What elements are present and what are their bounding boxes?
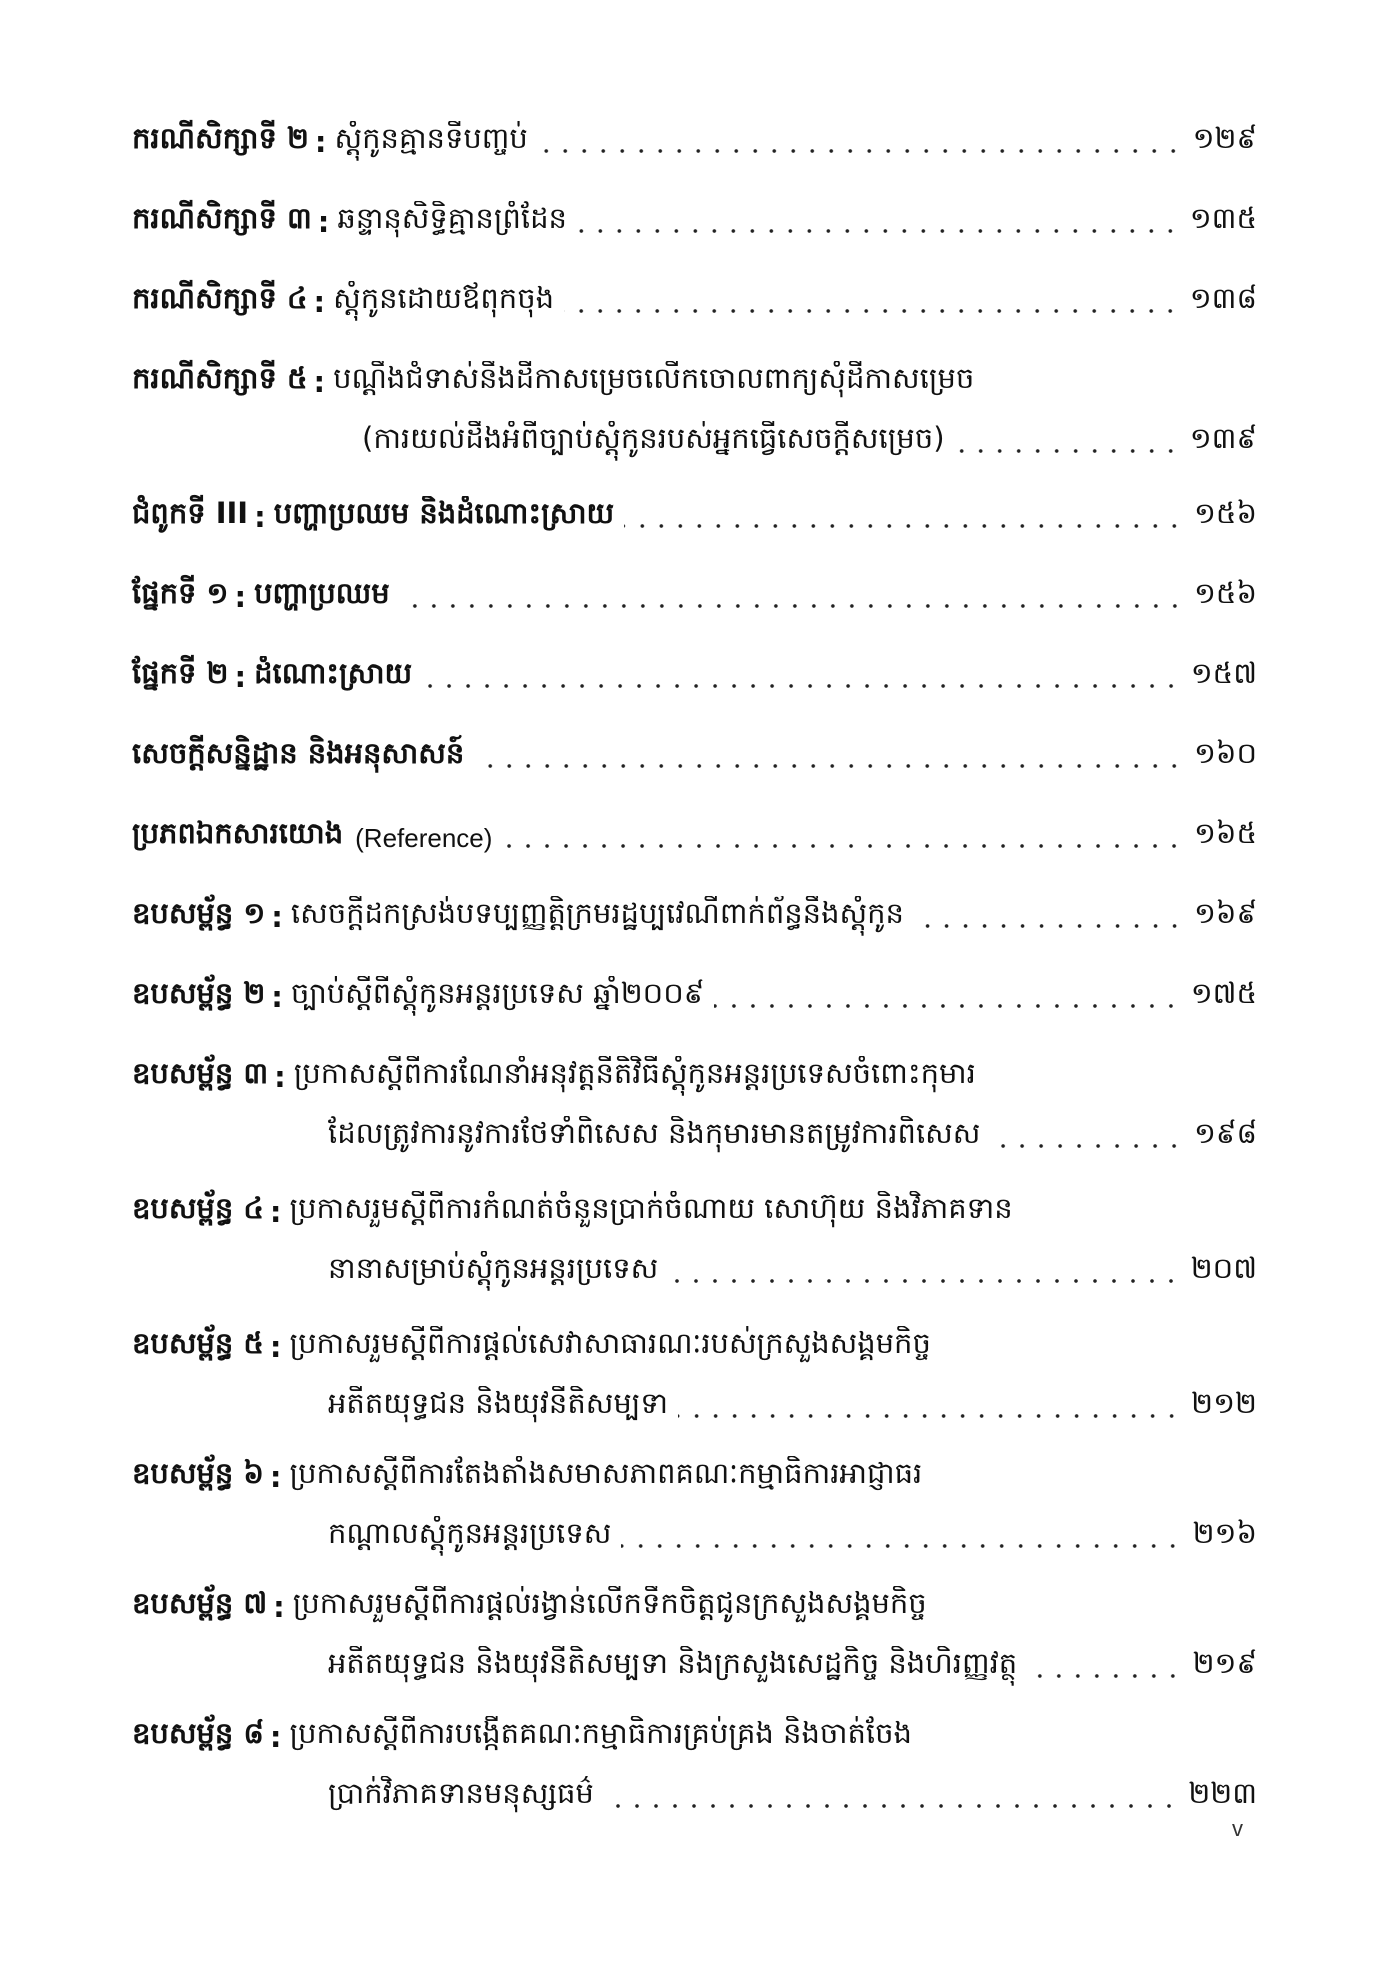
toc-separator: : [313, 285, 326, 319]
toc-title: ឆន្ទានុសិទ្ធិគ្មានព្រំដែន [337, 201, 567, 235]
toc-entry-appendix-5[interactable] [132, 1317, 1257, 1437]
toc-page-number: ១៣៨ [1189, 281, 1257, 315]
toc-label: ឧបសម្ព័ន្ធ ៥ [132, 1326, 264, 1360]
toc-label: ឧបសម្ព័ន្ធ ១ [132, 896, 266, 930]
toc-title-continued: នានាសម្រាប់ស្ដុំកូនអន្តរប្រទេស [328, 1251, 659, 1285]
toc-title: ប្រកាសស្ដីពីការតែងតាំងសមាសភាពគណៈកម្មាធិការអាជ្ញាធរ [289, 1456, 923, 1490]
toc-entry-appendix-7[interactable] [132, 1577, 1257, 1697]
toc-title: ប្រកាសស្ដីពីការបង្កើតគណៈកម្មាធិការគ្រប់គ្រង និងចាត់ចែង [289, 1716, 912, 1750]
toc-separator: : [269, 1195, 282, 1229]
toc-page-number: ១៥៦ [1193, 496, 1257, 530]
toc-label: សេចក្ដីសន្និដ្ឋាន និងអនុសាសន៍ [132, 736, 465, 770]
toc-separator: : [269, 1330, 282, 1364]
toc-title-continued: (ការយល់ដឹងអំពីច្បាប់ស្ដុំកូនរបស់អ្នកធ្វើសេចក្ដីសម្រេច) [362, 421, 945, 455]
dot-leader [564, 309, 1180, 313]
toc-title: បញ្ហាប្រឈម និងដំណោះស្រាយ [273, 496, 615, 530]
dot-leader [678, 1414, 1181, 1418]
toc-label: ករណីសិក្សាទី ៤ [132, 281, 308, 315]
toc-page-number: ១៦៩ [1193, 896, 1257, 930]
toc-label: ប្រភពឯកសារយោង [132, 816, 344, 850]
page-folio: v [1232, 1816, 1243, 1841]
toc-separator: : [271, 980, 283, 1014]
toc-separator: : [269, 1460, 282, 1494]
toc-entry-appendix-3[interactable] [132, 1047, 1257, 1167]
toc-title: ច្បាប់ស្ដីពីស្ដុំកូនអន្តរប្រទេស ឆ្នាំ២០០៩ [290, 976, 705, 1010]
toc-title: សេចក្ដីដកស្រង់បទប្បញ្ញត្តិក្រមរដ្ឋប្បវេណីពាក់ព័ន្ធនឹងស្ដុំកូន [290, 896, 904, 930]
toc-separator: : [271, 900, 283, 934]
toc-separator: : [313, 365, 326, 399]
toc-separator: : [234, 580, 247, 614]
toc-separator: : [273, 1590, 285, 1624]
toc-label: ឧបសម្ព័ន្ធ ៤ [132, 1191, 264, 1225]
toc-title: ស្ដុំកូនដោយឪពុកចុង [333, 281, 555, 315]
toc-label: ករណីសិក្សាទី ៥ [132, 361, 308, 395]
toc-label: ឧបសម្ព័ន្ធ ៦ [132, 1456, 264, 1490]
toc-entry-references[interactable] [132, 807, 1257, 867]
toc-title: ប្រកាសរួមស្ដីពីការផ្ដល់រង្វាន់លើកទឹកចិត្តជូនក្រសួងសង្គមកិច្ច [292, 1586, 927, 1620]
toc-separator: : [269, 1720, 282, 1754]
toc-page-number: ២១៩ [1192, 1646, 1257, 1680]
toc-label: ផ្នែកទី ២ [132, 656, 229, 690]
toc-page-number: ១៣៥ [1189, 201, 1257, 235]
toc-page-number: ១៩៨ [1193, 1116, 1257, 1150]
toc-page-number: ១៦០ [1193, 736, 1257, 770]
toc-page-number: ២១៦ [1192, 1516, 1257, 1550]
toc-label: ឧបសម្ព័ន្ធ ៣ [132, 1056, 269, 1090]
toc-title: ដំណោះស្រាយ [254, 656, 413, 690]
dot-leader [422, 684, 1181, 688]
toc-entry-part-2[interactable] [132, 647, 1257, 707]
toc-entry-appendix-4[interactable] [132, 1182, 1257, 1302]
toc-entry-case-study-5[interactable] [132, 352, 1257, 472]
toc-page-number: ២០៧ [1190, 1251, 1257, 1285]
dot-leader [400, 604, 1184, 608]
dot-leader [538, 149, 1183, 153]
toc-label: ផ្នែកទី ១ [132, 576, 229, 610]
toc-title-continued: អតីតយុទ្ធជន និងយុវនីតិសម្បទា និងក្រសួងសេដ្ឋកិច្ច និងហិរញ្ញវត្ថុ [328, 1646, 1018, 1680]
toc-page-number: ១៦៥ [1193, 816, 1257, 850]
toc-title: (Reference) [355, 823, 493, 853]
toc-title-continued: កណ្ដាលស្ដុំកូនអន្តរប្រទេស [328, 1516, 612, 1550]
toc-title-continued: អតីតយុទ្ធជន និងយុវនីតិសម្បទា [328, 1386, 668, 1420]
dot-leader [990, 1144, 1184, 1148]
toc-entry-chapter-3[interactable] [132, 487, 1257, 547]
toc-entry-case-study-2[interactable] [132, 112, 1257, 172]
dot-leader [621, 1544, 1182, 1548]
toc-entry-appendix-6[interactable] [132, 1447, 1257, 1567]
dot-leader [1027, 1674, 1182, 1678]
toc-entry-conclusion[interactable] [132, 727, 1257, 787]
dot-leader [955, 449, 1180, 453]
toc-page-number: ២១២ [1191, 1386, 1257, 1420]
dot-leader [577, 229, 1180, 233]
toc-label: ឧបសម្ព័ន្ធ ៧ [132, 1586, 268, 1620]
toc-title: ប្រកាសរួមស្ដីពីការផ្ដល់សេវាសាធារណៈរបស់ក្រសួងសង្គមកិច្ច [289, 1326, 931, 1360]
toc-entry-part-1[interactable] [132, 567, 1257, 627]
toc-entry-appendix-2[interactable] [132, 967, 1257, 1027]
dot-leader [624, 524, 1184, 528]
toc-entry-case-study-4[interactable] [132, 272, 1257, 332]
toc-page-number: ១៥៦ [1193, 576, 1257, 610]
toc-entry-appendix-8[interactable] [132, 1707, 1257, 1827]
dot-leader [668, 1279, 1181, 1283]
dot-leader [914, 924, 1184, 928]
toc-title: បញ្ហាប្រឈម [254, 576, 390, 610]
toc-page-number: ២២៣ [1188, 1776, 1257, 1810]
dot-leader [474, 764, 1184, 768]
toc-page-number: ១៥៧ [1190, 656, 1257, 690]
toc-title: ស្ដុំកូនគ្មានទីបញ្ចប់ [334, 121, 528, 155]
toc-separator: : [317, 205, 330, 239]
toc-separator: : [254, 500, 266, 534]
dot-leader [714, 1004, 1180, 1008]
toc-label: ឧបសម្ព័ន្ធ ៨ [132, 1716, 264, 1750]
toc-label: ជំពូកទី III [132, 496, 249, 530]
toc-title-continued: ប្រាក់វិភាគទានមនុស្សធម៌ [328, 1776, 594, 1810]
toc-page-number: ១៧៥ [1190, 976, 1257, 1010]
toc-entry-appendix-1[interactable] [132, 887, 1257, 947]
toc-label: ឧបសម្ព័ន្ធ ២ [132, 976, 266, 1010]
toc-separator: : [274, 1060, 286, 1094]
toc-separator: : [314, 125, 327, 159]
toc-page-number: ១២៩ [1192, 121, 1257, 155]
dot-leader [604, 1804, 1179, 1808]
toc-title-continued: ដែលត្រូវការនូវការថែទាំពិសេស និងកុមារមានតម្រូវការពិសេស [328, 1116, 981, 1150]
toc-separator: : [234, 660, 247, 694]
toc-title: ប្រកាសរួមស្ដីពីការកំណត់ចំនួនប្រាក់ចំណាយ សោហ៊ុយ និងវិភាគទាន [289, 1191, 1013, 1225]
toc-title: ប្រកាសស្ដីពីការណែនាំអនុវត្តនីតិវិធីស្ដុំកូនអន្តរប្រទេសចំពោះកុមារ [293, 1056, 976, 1090]
toc-entry-case-study-3[interactable] [132, 192, 1257, 252]
toc-label: ករណីសិក្សាទី ៣ [132, 201, 312, 235]
toc-page-number: ១៣៩ [1189, 421, 1257, 455]
dot-leader [502, 844, 1184, 848]
toc-label: ករណីសិក្សាទី ២ [132, 121, 309, 155]
toc-title: បណ្ដឹងជំទាស់នឹងដីកាសម្រេចលើកចោលពាក្យសុំដីកាសម្រេច [333, 361, 975, 395]
